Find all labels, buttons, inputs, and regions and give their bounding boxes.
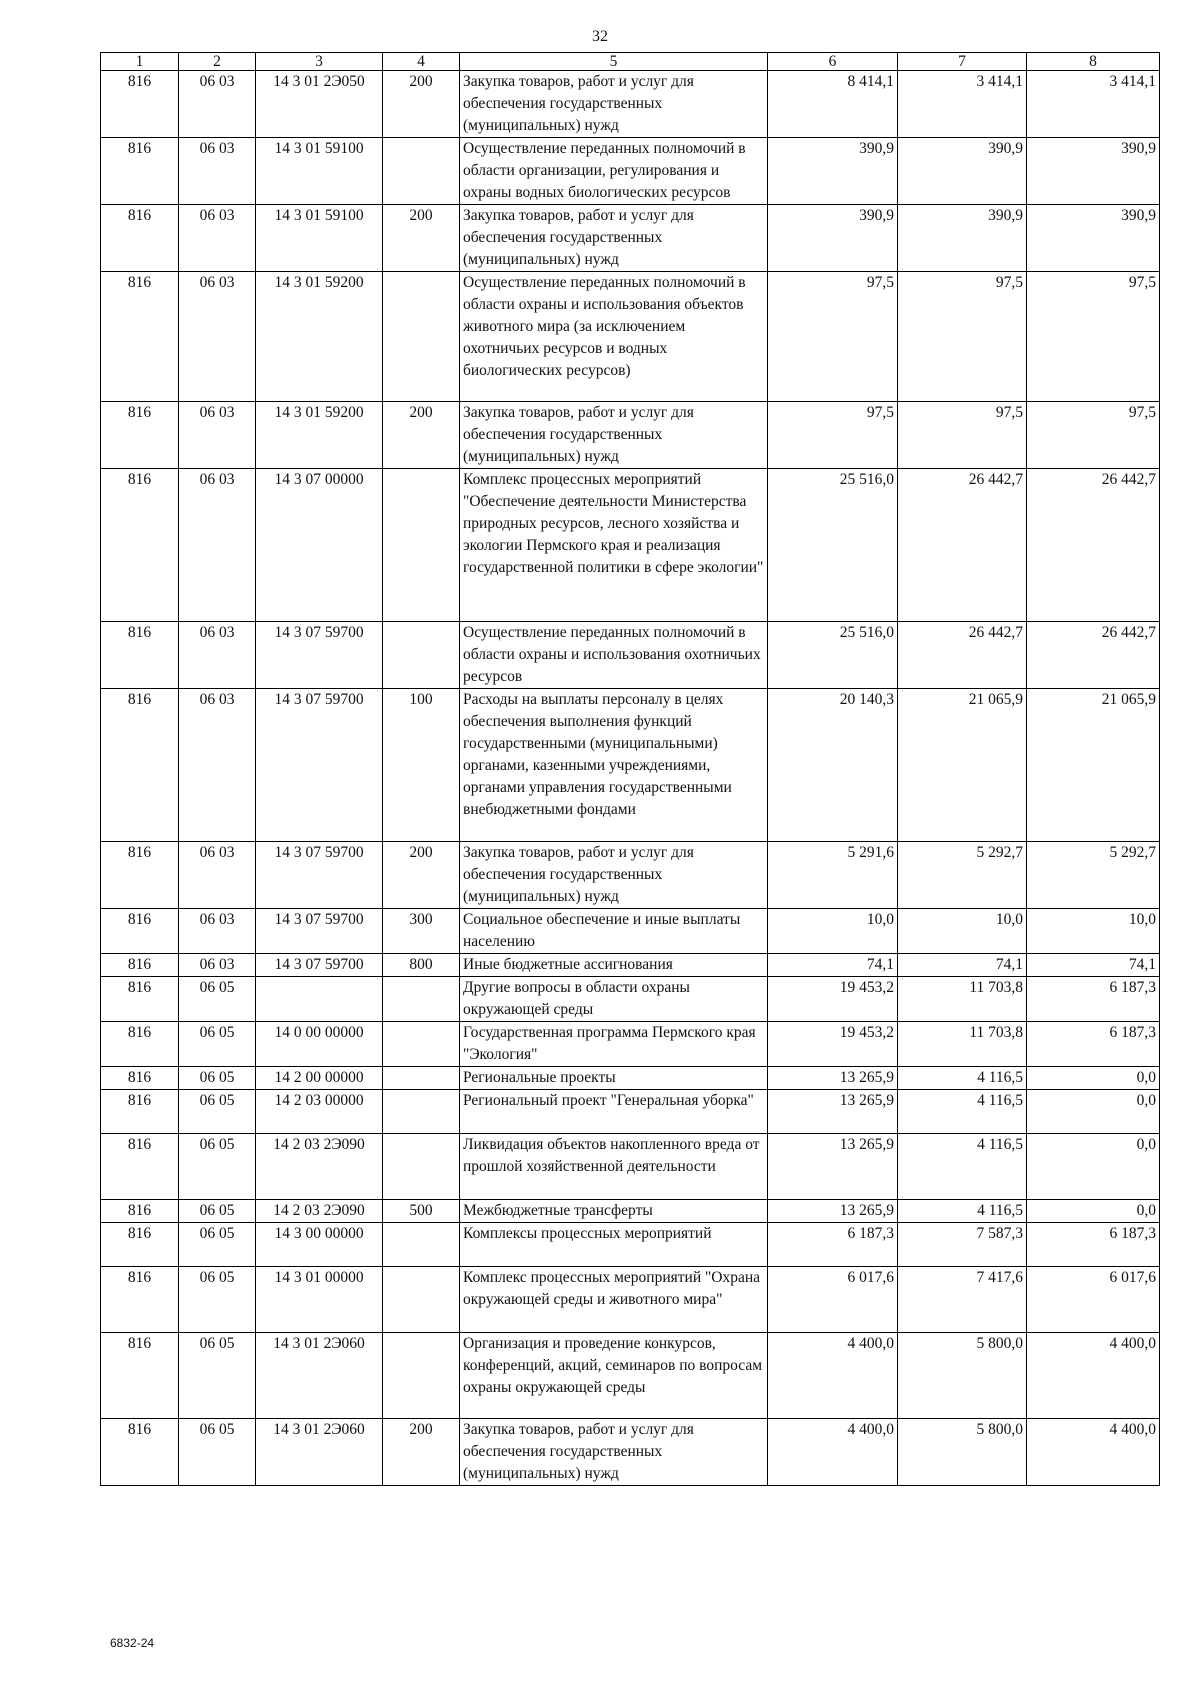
admin-code: 816 xyxy=(101,1090,179,1134)
admin-code: 816 xyxy=(101,71,179,138)
amount-col-6: 20 140,3 xyxy=(768,689,898,842)
section-code: 06 03 xyxy=(179,954,256,977)
table-row xyxy=(101,402,1160,469)
table-row xyxy=(101,622,1160,689)
section-code: 06 05 xyxy=(179,1200,256,1223)
section-code: 06 05 xyxy=(179,1022,256,1067)
description: Осуществление переданных полномочий в области организации, регулирования и охраны водных биологических ресурсов xyxy=(460,138,768,205)
amount-col-7: 5 800,0 xyxy=(898,1419,1027,1486)
target-article-code: 14 2 03 00000 xyxy=(256,1090,383,1134)
expense-type-code xyxy=(383,622,460,689)
section-code: 06 03 xyxy=(179,71,256,138)
target-article-code: 14 3 01 2Э050 xyxy=(256,71,383,138)
expense-type-code xyxy=(383,1090,460,1134)
table-row xyxy=(101,1223,1160,1267)
header-row xyxy=(101,53,1160,71)
description: Закупка товаров, работ и услуг для обеспечения государственных (муниципальных) нужд xyxy=(460,1419,768,1486)
admin-code: 816 xyxy=(101,1200,179,1223)
expense-type-code xyxy=(383,1067,460,1090)
table-row xyxy=(101,469,1160,622)
amount-col-8: 0,0 xyxy=(1027,1134,1160,1200)
table-row xyxy=(101,1134,1160,1200)
description: Организация и проведение конкурсов, конференций, акций, семинаров по вопросам охраны окружающей среды xyxy=(460,1333,768,1419)
description: Государственная программа Пермского края "Экология" xyxy=(460,1022,768,1067)
table-row xyxy=(101,977,1160,1022)
description: Комплекс процессных мероприятий "Обеспечение деятельности Министерства природных ресурсов, лесного хозяйства и экологии Пермского края и реализация государственной политики в сфере экологии" xyxy=(460,469,768,622)
admin-code: 816 xyxy=(101,205,179,272)
amount-col-7: 97,5 xyxy=(898,402,1027,469)
section-code: 06 03 xyxy=(179,272,256,402)
description: Иные бюджетные ассигнования xyxy=(460,954,768,977)
expense-type-code: 300 xyxy=(383,909,460,954)
page-number: 32 xyxy=(592,28,608,45)
column-header-3: 3 xyxy=(256,53,383,71)
amount-col-6: 390,9 xyxy=(768,205,898,272)
amount-col-7: 97,5 xyxy=(898,272,1027,402)
amount-col-6: 8 414,1 xyxy=(768,71,898,138)
table-row xyxy=(101,138,1160,205)
expense-type-code: 200 xyxy=(383,205,460,272)
target-article-code: 14 3 07 59700 xyxy=(256,622,383,689)
amount-col-8: 390,9 xyxy=(1027,205,1160,272)
expense-type-code: 500 xyxy=(383,1200,460,1223)
table-row xyxy=(101,1200,1160,1223)
table-row xyxy=(101,1090,1160,1134)
target-article-code: 14 3 01 59100 xyxy=(256,138,383,205)
table-row xyxy=(101,71,1160,138)
admin-code: 816 xyxy=(101,954,179,977)
expense-type-code xyxy=(383,1223,460,1267)
description: Закупка товаров, работ и услуг для обеспечения государственных (муниципальных) нужд xyxy=(460,402,768,469)
description: Социальное обеспечение и иные выплаты населению xyxy=(460,909,768,954)
section-code: 06 03 xyxy=(179,842,256,909)
description: Закупка товаров, работ и услуг для обеспечения государственных (муниципальных) нужд xyxy=(460,71,768,138)
target-article-code: 14 3 07 59700 xyxy=(256,909,383,954)
target-article-code: 14 3 01 59200 xyxy=(256,272,383,402)
amount-col-7: 10,0 xyxy=(898,909,1027,954)
column-header-1: 1 xyxy=(101,53,179,71)
expense-type-code xyxy=(383,1267,460,1333)
expense-type-code: 200 xyxy=(383,71,460,138)
amount-col-6: 6 017,6 xyxy=(768,1267,898,1333)
target-article-code: 14 3 00 00000 xyxy=(256,1223,383,1267)
table-body xyxy=(101,71,1160,1486)
target-article-code: 14 3 07 59700 xyxy=(256,842,383,909)
budget-table xyxy=(100,52,1160,1486)
section-code: 06 05 xyxy=(179,1067,256,1090)
amount-col-7: 5 800,0 xyxy=(898,1333,1027,1419)
document-code: 6832-24 xyxy=(110,1636,155,1650)
amount-col-8: 4 400,0 xyxy=(1027,1419,1160,1486)
admin-code: 816 xyxy=(101,469,179,622)
amount-col-7: 7 587,3 xyxy=(898,1223,1027,1267)
column-header-8: 8 xyxy=(1027,53,1160,71)
admin-code: 816 xyxy=(101,1333,179,1419)
amount-col-8: 97,5 xyxy=(1027,272,1160,402)
amount-col-6: 10,0 xyxy=(768,909,898,954)
amount-col-6: 97,5 xyxy=(768,272,898,402)
amount-col-6: 13 265,9 xyxy=(768,1090,898,1134)
amount-col-6: 25 516,0 xyxy=(768,469,898,622)
admin-code: 816 xyxy=(101,689,179,842)
description: Комплексы процессных мероприятий xyxy=(460,1223,768,1267)
section-code: 06 05 xyxy=(179,1267,256,1333)
table-row xyxy=(101,1022,1160,1067)
amount-col-7: 390,9 xyxy=(898,138,1027,205)
amount-col-7: 11 703,8 xyxy=(898,977,1027,1022)
target-article-code: 14 3 01 2Э060 xyxy=(256,1419,383,1486)
amount-col-6: 13 265,9 xyxy=(768,1134,898,1200)
amount-col-7: 4 116,5 xyxy=(898,1067,1027,1090)
description: Закупка товаров, работ и услуг для обеспечения государственных (муниципальных) нужд xyxy=(460,205,768,272)
description: Комплекс процессных мероприятий "Охрана окружающей среды и животного мира" xyxy=(460,1267,768,1333)
amount-col-7: 390,9 xyxy=(898,205,1027,272)
table-row xyxy=(101,689,1160,842)
section-code: 06 03 xyxy=(179,469,256,622)
amount-col-8: 6 187,3 xyxy=(1027,1022,1160,1067)
amount-col-6: 4 400,0 xyxy=(768,1419,898,1486)
table-row xyxy=(101,1067,1160,1090)
description: Другие вопросы в области охраны окружающей среды xyxy=(460,977,768,1022)
admin-code: 816 xyxy=(101,1419,179,1486)
target-article-code: 14 3 07 59700 xyxy=(256,689,383,842)
expense-type-code: 100 xyxy=(383,689,460,842)
description: Осуществление переданных полномочий в области охраны и использования объектов животного мира (за исключением охотничьих ресурсов и водных биологических ресурсов) xyxy=(460,272,768,402)
amount-col-7: 4 116,5 xyxy=(898,1090,1027,1134)
section-code: 06 05 xyxy=(179,1333,256,1419)
amount-col-6: 390,9 xyxy=(768,138,898,205)
amount-col-8: 390,9 xyxy=(1027,138,1160,205)
column-header-6: 6 xyxy=(768,53,898,71)
section-code: 06 03 xyxy=(179,205,256,272)
target-article-code: 14 3 01 59200 xyxy=(256,402,383,469)
section-code: 06 03 xyxy=(179,138,256,205)
expense-type-code xyxy=(383,977,460,1022)
table-row xyxy=(101,909,1160,954)
amount-col-7: 5 292,7 xyxy=(898,842,1027,909)
section-code: 06 03 xyxy=(179,689,256,842)
description: Региональные проекты xyxy=(460,1067,768,1090)
amount-col-7: 21 065,9 xyxy=(898,689,1027,842)
admin-code: 816 xyxy=(101,272,179,402)
admin-code: 816 xyxy=(101,909,179,954)
amount-col-7: 3 414,1 xyxy=(898,71,1027,138)
amount-col-6: 97,5 xyxy=(768,402,898,469)
column-header-7: 7 xyxy=(898,53,1027,71)
expense-type-code xyxy=(383,1333,460,1419)
admin-code: 816 xyxy=(101,1134,179,1200)
target-article-code xyxy=(256,977,383,1022)
amount-col-8: 5 292,7 xyxy=(1027,842,1160,909)
amount-col-8: 6 017,6 xyxy=(1027,1267,1160,1333)
table-row xyxy=(101,842,1160,909)
admin-code: 816 xyxy=(101,622,179,689)
target-article-code: 14 2 03 2Э090 xyxy=(256,1134,383,1200)
section-code: 06 05 xyxy=(179,977,256,1022)
table-row xyxy=(101,272,1160,402)
expense-type-code xyxy=(383,1022,460,1067)
table-row xyxy=(101,1419,1160,1486)
target-article-code: 14 3 01 59100 xyxy=(256,205,383,272)
amount-col-7: 11 703,8 xyxy=(898,1022,1027,1067)
description: Ликвидация объектов накопленного вреда от прошлой хозяйственной деятельности xyxy=(460,1134,768,1200)
amount-col-8: 3 414,1 xyxy=(1027,71,1160,138)
amount-col-8: 97,5 xyxy=(1027,402,1160,469)
amount-col-6: 74,1 xyxy=(768,954,898,977)
amount-col-8: 21 065,9 xyxy=(1027,689,1160,842)
amount-col-6: 25 516,0 xyxy=(768,622,898,689)
section-code: 06 05 xyxy=(179,1223,256,1267)
section-code: 06 03 xyxy=(179,622,256,689)
description: Осуществление переданных полномочий в области охраны и использования охотничьих ресурсов xyxy=(460,622,768,689)
table-row xyxy=(101,1333,1160,1419)
amount-col-8: 6 187,3 xyxy=(1027,977,1160,1022)
amount-col-7: 26 442,7 xyxy=(898,469,1027,622)
target-article-code: 14 3 07 00000 xyxy=(256,469,383,622)
expense-type-code xyxy=(383,469,460,622)
amount-col-7: 4 116,5 xyxy=(898,1134,1027,1200)
section-code: 06 03 xyxy=(179,909,256,954)
column-header-4: 4 xyxy=(383,53,460,71)
amount-col-8: 26 442,7 xyxy=(1027,469,1160,622)
expense-type-code xyxy=(383,272,460,402)
description: Межбюджетные трансферты xyxy=(460,1200,768,1223)
amount-col-7: 4 116,5 xyxy=(898,1200,1027,1223)
description: Закупка товаров, работ и услуг для обеспечения государственных (муниципальных) нужд xyxy=(460,842,768,909)
description: Региональный проект "Генеральная уборка" xyxy=(460,1090,768,1134)
amount-col-6: 19 453,2 xyxy=(768,977,898,1022)
target-article-code: 14 3 01 00000 xyxy=(256,1267,383,1333)
amount-col-6: 13 265,9 xyxy=(768,1067,898,1090)
admin-code: 816 xyxy=(101,1223,179,1267)
section-code: 06 05 xyxy=(179,1090,256,1134)
amount-col-8: 4 400,0 xyxy=(1027,1333,1160,1419)
amount-col-8: 0,0 xyxy=(1027,1090,1160,1134)
amount-col-7: 26 442,7 xyxy=(898,622,1027,689)
amount-col-8: 6 187,3 xyxy=(1027,1223,1160,1267)
target-article-code: 14 3 07 59700 xyxy=(256,954,383,977)
admin-code: 816 xyxy=(101,1267,179,1333)
admin-code: 816 xyxy=(101,977,179,1022)
amount-col-8: 0,0 xyxy=(1027,1200,1160,1223)
expense-type-code: 200 xyxy=(383,402,460,469)
amount-col-7: 7 417,6 xyxy=(898,1267,1027,1333)
section-code: 06 05 xyxy=(179,1419,256,1486)
target-article-code: 14 2 03 2Э090 xyxy=(256,1200,383,1223)
target-article-code: 14 2 00 00000 xyxy=(256,1067,383,1090)
section-code: 06 03 xyxy=(179,402,256,469)
description: Расходы на выплаты персоналу в целях обеспечения выполнения функций государственными (муниципальными) органами, казенными учреждениями, органами управления государственными внебюджетными фондами xyxy=(460,689,768,842)
amount-col-6: 5 291,6 xyxy=(768,842,898,909)
amount-col-7: 74,1 xyxy=(898,954,1027,977)
admin-code: 816 xyxy=(101,842,179,909)
amount-col-8: 0,0 xyxy=(1027,1067,1160,1090)
table-row xyxy=(101,954,1160,977)
amount-col-6: 19 453,2 xyxy=(768,1022,898,1067)
expense-type-code xyxy=(383,1134,460,1200)
column-header-2: 2 xyxy=(179,53,256,71)
target-article-code: 14 0 00 00000 xyxy=(256,1022,383,1067)
admin-code: 816 xyxy=(101,402,179,469)
admin-code: 816 xyxy=(101,1022,179,1067)
amount-col-6: 13 265,9 xyxy=(768,1200,898,1223)
expense-type-code: 200 xyxy=(383,842,460,909)
amount-col-8: 74,1 xyxy=(1027,954,1160,977)
table-row xyxy=(101,1267,1160,1333)
expense-type-code xyxy=(383,138,460,205)
amount-col-6: 6 187,3 xyxy=(768,1223,898,1267)
table-row xyxy=(101,205,1160,272)
section-code: 06 05 xyxy=(179,1134,256,1200)
expense-type-code: 200 xyxy=(383,1419,460,1486)
expense-type-code: 800 xyxy=(383,954,460,977)
target-article-code: 14 3 01 2Э060 xyxy=(256,1333,383,1419)
column-header-5: 5 xyxy=(460,53,768,71)
amount-col-8: 26 442,7 xyxy=(1027,622,1160,689)
admin-code: 816 xyxy=(101,1067,179,1090)
amount-col-6: 4 400,0 xyxy=(768,1333,898,1419)
admin-code: 816 xyxy=(101,138,179,205)
amount-col-8: 10,0 xyxy=(1027,909,1160,954)
